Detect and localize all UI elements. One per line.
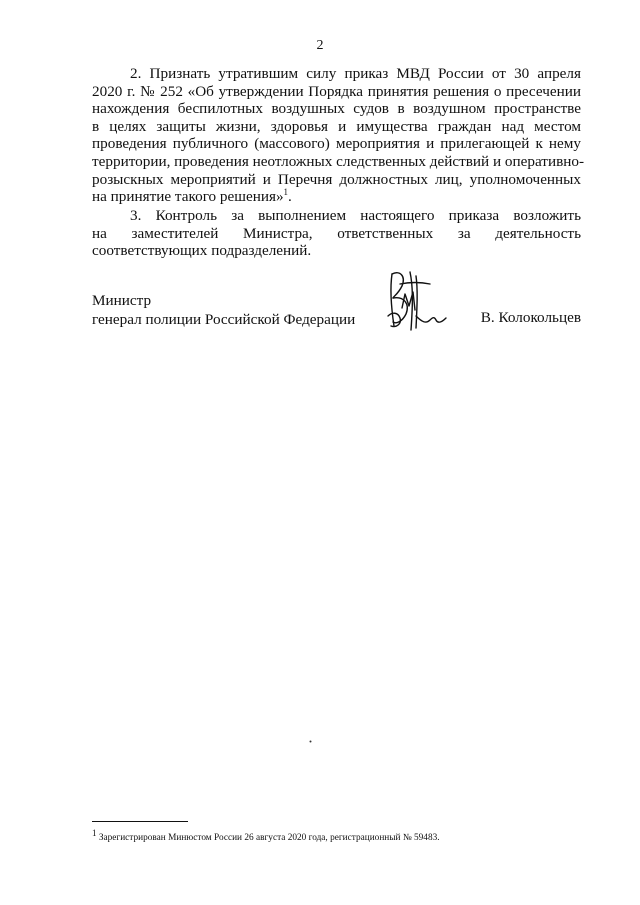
paragraph-2-line: территории, проведения неотложных следственных действий и оперативно-: [92, 152, 585, 170]
paragraph-2-last-line: [92, 188, 581, 206]
stray-mark-icon: [309, 740, 312, 743]
paragraph-2-line: проведения публичного (массового) мероприятия и прилегающей к нему: [92, 135, 581, 153]
paragraph-3-line: на заместителей Министра, ответственных за деятельность: [92, 224, 581, 242]
paragraph-2-line: 2. Признать утратившим силу приказ МВД России от 30 апреля: [130, 65, 581, 82]
signatory-title-line2: генерал полиции Российской Федерации: [92, 311, 356, 328]
paragraph-3-line: 3. Контроль за выполнением настоящего приказа возложить: [130, 207, 581, 224]
paragraph-2-line: на принятие такого решения»: [92, 188, 284, 206]
signatory-title-line1: Министр: [92, 292, 152, 309]
footnote: [92, 827, 440, 844]
paragraph-2-line: розыскных мероприятий и Перечня должностных лиц, уполномоченных: [92, 170, 581, 188]
footnote-divider: [92, 821, 188, 822]
footnote-text: Зарегистрирован Минюстом России 26 августа 2020 года, регистрационный № 59483.: [98, 833, 440, 843]
paragraph-2-tail: .: [288, 188, 292, 206]
footnote-reference[interactable]: 1: [283, 187, 289, 198]
paragraph-3: [92, 207, 581, 260]
signatory-name: В. Колокольцев: [480, 309, 581, 326]
paragraph-2-line: нахождения беспилотных воздушных судов в воздушном пространстве: [92, 100, 581, 118]
paragraph-2: [92, 65, 585, 206]
footnote-marker: 1: [92, 827, 97, 838]
paragraph-2-line: в целях защиты жизни, здоровья и имущества граждан над местом: [92, 117, 581, 135]
paragraph-2-line: 2020 г. № 252 «Об утверждении Порядка принятия решения о пресечении: [92, 82, 581, 100]
paragraph-3-line: соответствующих подразделений.: [92, 242, 312, 260]
page-number: 2: [316, 38, 324, 53]
signatory-title: [92, 291, 355, 329]
handwritten-signature-icon: [380, 266, 460, 336]
